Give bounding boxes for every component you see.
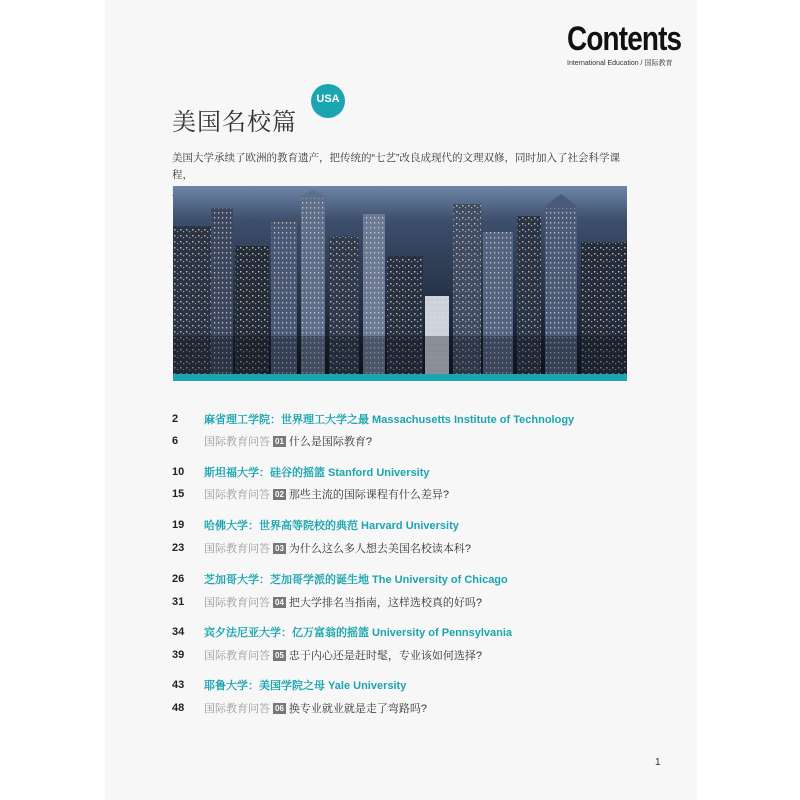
toc-entry-qa[interactable] <box>172 540 471 556</box>
toc-title: 那些主流的国际课程有什么差异? <box>288 489 450 501</box>
toc-entry-qa[interactable] <box>172 433 372 449</box>
toc-page-number: 39 <box>172 649 185 661</box>
toc-page-number: 23 <box>172 542 185 554</box>
toc-qa-number: 04 <box>275 597 284 607</box>
toc-page-number: 34 <box>172 626 185 638</box>
toc-entry-main[interactable] <box>172 677 406 693</box>
toc-page-number: 15 <box>172 488 185 500</box>
toc-qa-label: 国际教育问答 <box>204 650 270 662</box>
toc-title: 换专业就业就是走了弯路吗? <box>288 703 428 715</box>
toc-qa-label: 国际教育问答 <box>204 597 270 609</box>
toc-page-number: 48 <box>172 702 185 714</box>
toc-title: 芝加哥大学：芝加哥学派的诞生地 The University of Chicago <box>204 574 508 586</box>
toc-entry-main[interactable] <box>172 517 459 533</box>
toc-entry-qa[interactable] <box>172 700 427 716</box>
toc-entry-qa[interactable] <box>172 486 449 502</box>
toc-qa-label: 国际教育问答 <box>204 703 270 715</box>
toc-qa-number: 01 <box>275 436 284 446</box>
toc-title: 忠于内心还是赶时髦，专业该如何选择? <box>288 650 483 662</box>
toc-page-number: 43 <box>172 679 185 691</box>
toc-title: 斯坦福大学：硅谷的摇篮 Stanford University <box>204 467 430 479</box>
toc-page-number: 31 <box>172 596 185 608</box>
toc-page-number: 10 <box>172 466 185 478</box>
page-number: 1 <box>655 757 661 768</box>
usa-badge: USA <box>311 84 345 118</box>
toc-qa-label: 国际教育问答 <box>204 489 270 501</box>
toc-title: 宾夕法尼亚大学：亿万富翁的摇篮 University of Pennsylvania <box>204 627 513 639</box>
toc-entry-qa[interactable] <box>172 647 482 663</box>
toc-qa-number: 06 <box>275 703 284 713</box>
contents-heading: Contents <box>567 20 682 58</box>
toc-qa-number: 03 <box>275 543 284 553</box>
toc-title: 麻省理工学院：世界理工大学之最 Massachusetts Institute of Technology <box>204 414 575 426</box>
toc-title: 什么是国际教育? <box>288 436 373 448</box>
intro-line-1: 美国大学承续了欧洲的教育遗产，把传统的“七艺”改良成现代的文理双修，同时加入了社会科学课程， <box>172 152 620 181</box>
toc-page-number: 6 <box>172 435 179 447</box>
toc-entry-main[interactable] <box>172 464 430 480</box>
accent-strip <box>173 374 627 381</box>
toc-title: 哈佛大学：世界高等院校的典范 Harvard University <box>204 520 459 532</box>
toc-entry-main[interactable] <box>172 411 574 427</box>
city-skyline-photo <box>173 186 627 374</box>
toc-page-number: 26 <box>172 573 185 585</box>
toc-entry-qa[interactable] <box>172 594 482 610</box>
toc-qa-number: 05 <box>275 650 284 660</box>
toc-title: 耶鲁大学：美国学院之母 Yale University <box>204 680 407 692</box>
toc-page-number: 19 <box>172 519 185 531</box>
toc-title: 把大学排名当指南，这样选校真的好吗? <box>288 597 483 609</box>
toc-title: 为什么这么多人想去美国名校读本科? <box>288 543 472 555</box>
toc-qa-label: 国际教育问答 <box>204 436 270 448</box>
section-title: 美国名校篇 <box>172 109 297 136</box>
toc-entry-main[interactable] <box>172 624 512 640</box>
toc-entry-main[interactable] <box>172 571 508 587</box>
toc-page-number: 2 <box>172 413 179 425</box>
toc-qa-label: 国际教育问答 <box>204 543 270 555</box>
toc-qa-number: 02 <box>275 489 284 499</box>
contents-subtitle: International Education / 国际教育 <box>567 60 673 67</box>
